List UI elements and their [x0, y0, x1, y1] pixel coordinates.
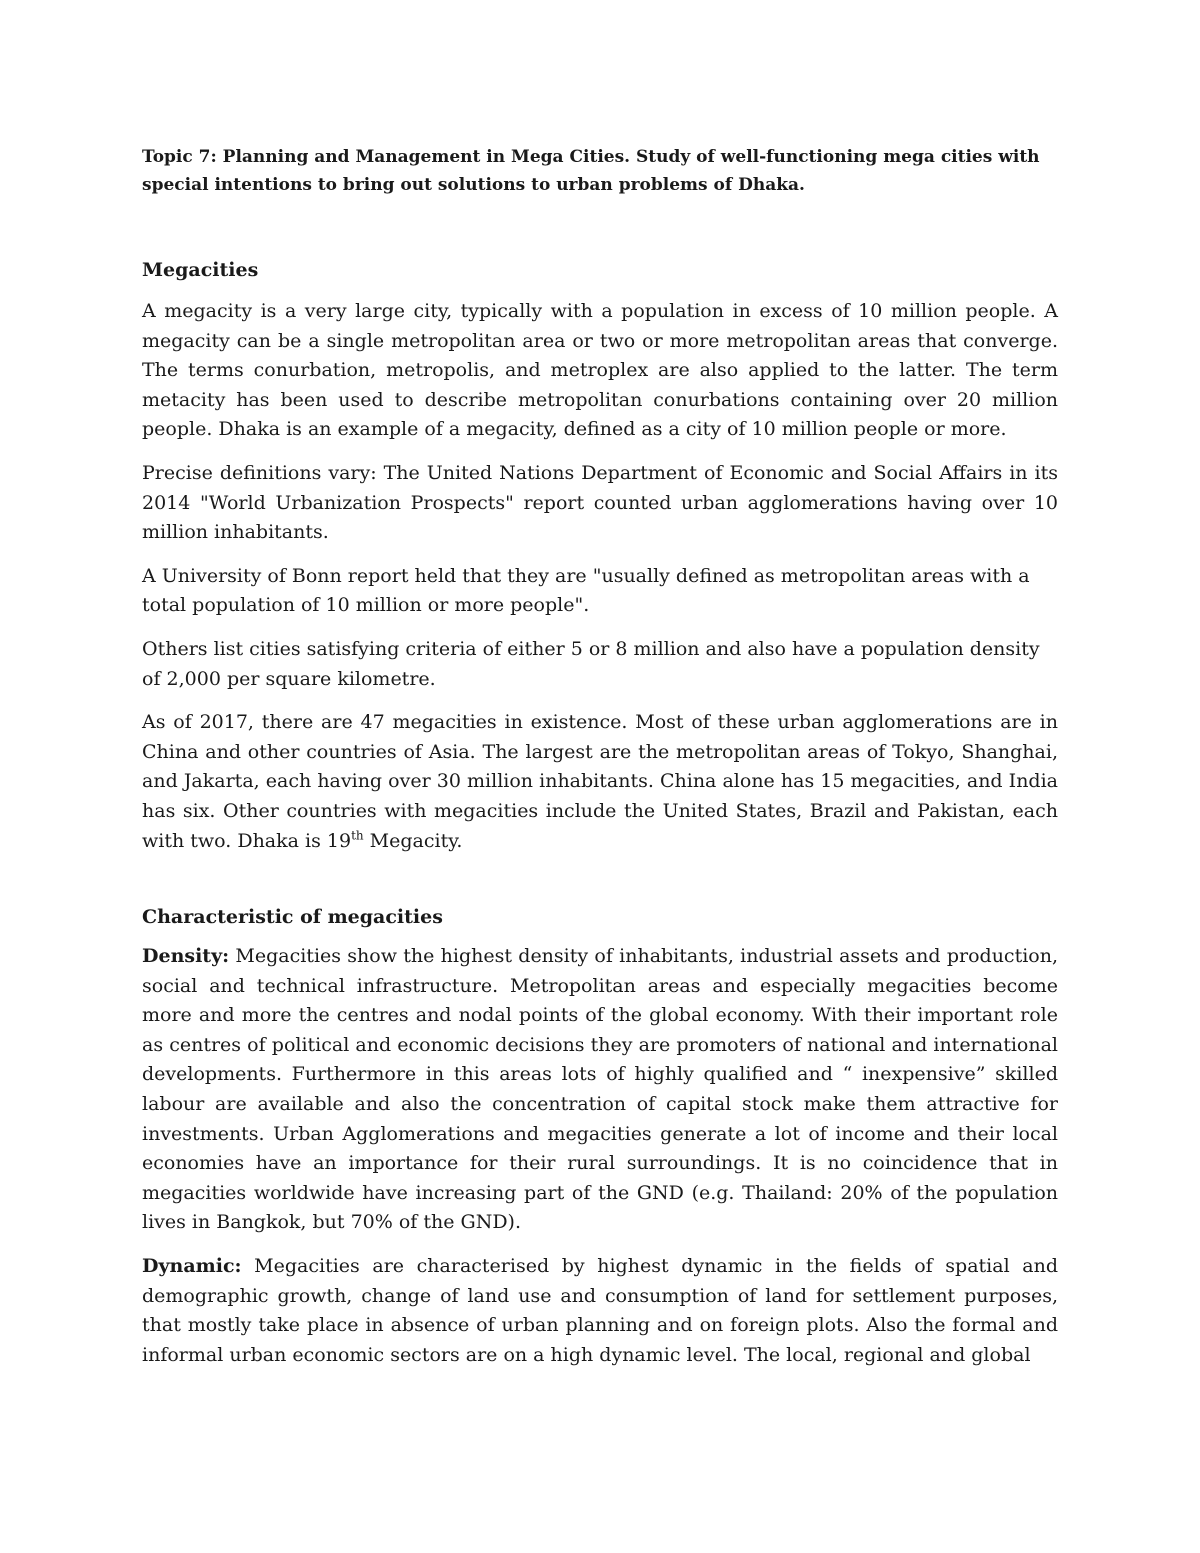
paragraph-definition: A megacity is a very large city, typically with a population in excess of 10 million people. A megacity can be a single metropolitan area or two or more metropolitan areas that converge. The terms conurbation, metropolis, and metroplex are also applied to the latter. The term metacity has been used to describe metropolitan conurbations containing over 20 million people. Dhaka is an example of a megacity, defined as a city of 10 million people or more. [142, 300, 1058, 441]
paragraph-dynamic [142, 1252, 1058, 1370]
term-dynamic: Dynamic: [142, 1255, 242, 1278]
document-page [142, 143, 1058, 1384]
density-text: Megacities show the highest density of inhabitants, industrial assets and production, social and technical infrastructure. Metropolitan areas and especially megacities become more and more the centres and nodal points of the global economy. With their important role as centres of political and economic decisions they are promoters of national and international developments. Furthermore in this areas lots of highly qualified and “ inexpensive” skilled labour are available and also the concentration of capital stock make them attractive for investments. Urban Agglomerations and megacities generate a lot of income and their local economies have an importance for their rural surroundings. It is no coincidence that in megacities worldwide have increasing part of the GND (e.g. Thailand: 20% of the population lives in Bangkok, but 70% of the GND). [142, 945, 1058, 1234]
topic-title: Topic 7: Planning and Management in Mega Cities. Study of well-functioning mega cities with special intentions to bring out solutions to urban problems of Dhaka. [142, 147, 1040, 195]
megacity-count-text: As of 2017, there are 47 megacities in existence. Most of these urban agglomerations are in China and other countries of Asia. The largest are the metropolitan areas of Tokyo, Shanghai, and Jakarta, each having over 30 million inhabitants. China alone has 15 megacities, and India has six. Other countries with megacities include the United States, Brazil and Pakistan, each with two. Dhaka is 19 [142, 711, 1058, 852]
ordinal-suffix: th [351, 828, 364, 843]
paragraph-bonn-report: A University of Bonn report held that they are "usually defined as metropolitan areas with a total population of 10 million or more people". [142, 564, 1030, 617]
term-density: Density: [142, 945, 230, 968]
section-heading-megacities: Megacities [142, 259, 259, 281]
dynamic-text: Megacities are characterised by highest dynamic in the fields of spatial and demographic growth, change of land use and consumption of land for settlement purposes, that mostly take place in absence of urban planning and on foreign plots. Also the formal and informal urban economic sectors are on a high dynamic level. The local, regional and global [142, 1255, 1058, 1366]
paragraph-megacity-count [142, 708, 1058, 856]
paragraph-other-criteria: Others list cities satisfying criteria of either 5 or 8 million and also have a population density of 2,000 per square kilometre. [142, 637, 1040, 690]
paragraph-density [142, 942, 1058, 1238]
paragraph-precise-definitions: Precise definitions vary: The United Nations Department of Economic and Social Affairs in its 2014 "World Urbanization Prospects" report counted urban agglomerations having over 10 million inhabitants. [142, 461, 1058, 544]
megacity-count-tail: Megacity. [363, 829, 463, 852]
section-heading-characteristic: Characteristic of megacities [142, 906, 443, 929]
